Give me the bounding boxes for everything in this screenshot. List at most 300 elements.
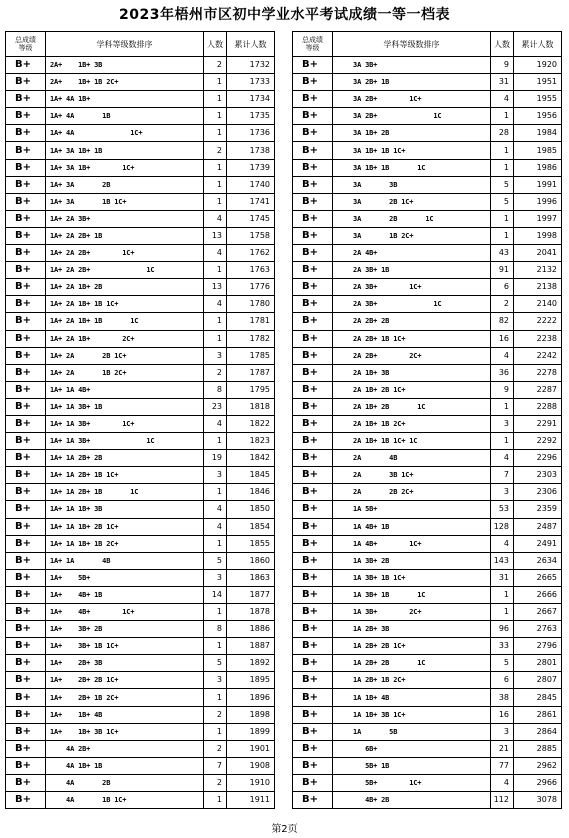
cell-count: 4 <box>204 245 227 262</box>
cell-grade: B+ <box>6 689 46 706</box>
cell-count: 43 <box>491 245 514 262</box>
cell-rank: 2A 2B+ 1B 1C+ <box>333 330 491 347</box>
cell-grade: B+ <box>293 689 333 706</box>
cell-rank: 1A+ 4A 1B <box>46 108 204 125</box>
cell-count: 14 <box>204 586 227 603</box>
cell-count: 3 <box>204 569 227 586</box>
cell-rank: 1A 3B+ 2C+ <box>333 604 491 621</box>
cell-grade: B+ <box>6 296 46 313</box>
cell-cumulative: 1823 <box>227 433 275 450</box>
cell-rank: 2A 3B 1C+ <box>333 467 491 484</box>
cell-rank: 1A 4B+ 1C+ <box>333 535 491 552</box>
cell-rank: 1A 4B+ 1B <box>333 518 491 535</box>
table-row <box>293 330 562 347</box>
cell-grade: B+ <box>6 176 46 193</box>
cell-cumulative: 1739 <box>227 159 275 176</box>
cell-grade: B+ <box>6 604 46 621</box>
cell-grade: B+ <box>293 313 333 330</box>
cell-grade: B+ <box>6 245 46 262</box>
cell-rank: 1A+ 1A 2B+ 2B <box>46 450 204 467</box>
cell-rank: 1A+ 2A 1B+ 2C+ <box>46 330 204 347</box>
cell-count: 4 <box>491 774 514 791</box>
cell-grade: B+ <box>6 586 46 603</box>
table-row <box>6 193 275 210</box>
cell-cumulative: 2242 <box>514 347 562 364</box>
cell-rank: 1A+ 1A 4B <box>46 552 204 569</box>
cell-grade: B+ <box>293 501 333 518</box>
table-row <box>6 296 275 313</box>
cell-rank: 2A 4B+ <box>333 245 491 262</box>
cell-rank: 1A+ 2A 3B+ <box>46 210 204 227</box>
cell-grade: B+ <box>293 364 333 381</box>
cell-rank: 3A 2B+ 1C <box>333 108 491 125</box>
table-row <box>6 57 275 74</box>
cell-count: 19 <box>204 450 227 467</box>
cell-cumulative: 1991 <box>514 176 562 193</box>
cell-rank: 1A+ 1A 1B+ 3B <box>46 501 204 518</box>
cell-count: 21 <box>491 740 514 757</box>
cell-count: 2 <box>204 774 227 791</box>
cell-cumulative: 1763 <box>227 262 275 279</box>
cell-cumulative: 2138 <box>514 279 562 296</box>
cell-rank: 1A 1B+ 4B <box>333 689 491 706</box>
table-row <box>293 398 562 415</box>
table-body-right <box>293 57 562 809</box>
cell-count: 53 <box>491 501 514 518</box>
cell-grade: B+ <box>6 313 46 330</box>
table-row <box>293 415 562 432</box>
cell-cumulative: 1781 <box>227 313 275 330</box>
cell-cumulative: 1846 <box>227 484 275 501</box>
cell-grade: B+ <box>293 655 333 672</box>
page-number: 第2页 <box>271 824 298 835</box>
cell-count: 1 <box>204 313 227 330</box>
cell-rank: 3A 2B 1C <box>333 210 491 227</box>
cell-count: 9 <box>491 381 514 398</box>
cell-rank: 2A+ 1B+ 1B 2C+ <box>46 74 204 91</box>
cell-count: 3 <box>204 347 227 364</box>
cell-rank: 1A+ 1A 3B+ 1C+ <box>46 415 204 432</box>
table-row <box>6 159 275 176</box>
table-row <box>6 125 275 142</box>
cell-rank: 1A+ 2A 2B 1C+ <box>46 347 204 364</box>
cell-count: 2 <box>204 740 227 757</box>
cell-cumulative: 2634 <box>514 552 562 569</box>
cell-cumulative: 2807 <box>514 672 562 689</box>
cell-grade: B+ <box>293 774 333 791</box>
cell-cumulative: 1901 <box>227 740 275 757</box>
cell-grade: B+ <box>6 706 46 723</box>
cell-grade: B+ <box>6 210 46 227</box>
table-row <box>6 638 275 655</box>
cell-grade: B+ <box>293 467 333 484</box>
cell-cumulative: 2667 <box>514 604 562 621</box>
header-grade: 总成绩 等级 <box>293 32 333 57</box>
cell-cumulative: 2885 <box>514 740 562 757</box>
cell-grade: B+ <box>6 723 46 740</box>
table-header-row <box>293 32 562 57</box>
cell-grade: B+ <box>293 330 333 347</box>
cell-grade: B+ <box>293 245 333 262</box>
cell-grade: B+ <box>293 74 333 91</box>
cell-rank: 1A+ 3A 1B+ 1C+ <box>46 159 204 176</box>
cell-cumulative: 1908 <box>227 757 275 774</box>
cell-cumulative: 1892 <box>227 655 275 672</box>
cell-count: 1 <box>204 193 227 210</box>
cell-cumulative: 2864 <box>514 723 562 740</box>
table-row <box>6 706 275 723</box>
cell-rank: 1A+ 2A 1B+ 1B 1C+ <box>46 296 204 313</box>
header-count: 人数 <box>204 32 227 57</box>
cell-rank: 1A 3B+ 2B <box>333 552 491 569</box>
table-row <box>293 586 562 603</box>
table-row <box>6 176 275 193</box>
cell-rank: 1A 2B+ 2B 1C+ <box>333 638 491 655</box>
table-row <box>6 518 275 535</box>
cell-count: 112 <box>491 792 514 809</box>
cell-count: 13 <box>204 227 227 244</box>
cell-cumulative: 2132 <box>514 262 562 279</box>
cell-grade: B+ <box>6 792 46 809</box>
cell-cumulative: 1920 <box>514 57 562 74</box>
cell-rank: 1A 5B <box>333 723 491 740</box>
table-row <box>293 569 562 586</box>
cell-count: 2 <box>491 296 514 313</box>
cell-grade: B+ <box>6 569 46 586</box>
cell-rank: 6B+ <box>333 740 491 757</box>
table-row <box>6 757 275 774</box>
cell-count: 128 <box>491 518 514 535</box>
cell-cumulative: 2359 <box>514 501 562 518</box>
cell-count: 31 <box>491 569 514 586</box>
table-row <box>6 108 275 125</box>
grade-table-left <box>5 31 275 809</box>
table-row <box>6 142 275 159</box>
table-row <box>6 467 275 484</box>
cell-grade: B+ <box>293 518 333 535</box>
cell-count: 1 <box>204 91 227 108</box>
cell-cumulative: 1898 <box>227 706 275 723</box>
cell-grade: B+ <box>6 467 46 484</box>
table-row <box>6 433 275 450</box>
cell-grade: B+ <box>6 672 46 689</box>
cell-count: 77 <box>491 757 514 774</box>
cell-rank: 3A 2B+ 1C+ <box>333 91 491 108</box>
cell-grade: B+ <box>293 262 333 279</box>
table-row <box>293 108 562 125</box>
cell-cumulative: 1887 <box>227 638 275 655</box>
cell-cumulative: 1911 <box>227 792 275 809</box>
cell-grade: B+ <box>293 210 333 227</box>
cell-grade: B+ <box>293 91 333 108</box>
cell-cumulative: 1886 <box>227 621 275 638</box>
table-row <box>293 57 562 74</box>
cell-cumulative: 1910 <box>227 774 275 791</box>
cell-cumulative: 2288 <box>514 398 562 415</box>
table-row <box>293 74 562 91</box>
cell-rank: 2A 1B+ 2B 1C+ <box>333 381 491 398</box>
cell-rank: 1A+ 1B+ 4B <box>46 706 204 723</box>
cell-rank: 1A+ 3B+ 2B <box>46 621 204 638</box>
cell-grade: B+ <box>6 655 46 672</box>
cell-cumulative: 1735 <box>227 108 275 125</box>
cell-grade: B+ <box>6 279 46 296</box>
cell-count: 1 <box>204 330 227 347</box>
cell-rank: 1A+ 4A 1B+ <box>46 91 204 108</box>
cell-count: 5 <box>491 176 514 193</box>
cell-count: 5 <box>204 552 227 569</box>
table-row <box>6 347 275 364</box>
cell-rank: 4A 2B <box>46 774 204 791</box>
cell-cumulative: 2041 <box>514 245 562 262</box>
cell-cumulative: 2238 <box>514 330 562 347</box>
cell-cumulative: 2487 <box>514 518 562 535</box>
cell-count: 4 <box>491 91 514 108</box>
table-row <box>293 467 562 484</box>
table-row <box>6 450 275 467</box>
cell-rank: 3A 3B <box>333 176 491 193</box>
cell-grade: B+ <box>293 792 333 809</box>
table-row <box>293 621 562 638</box>
cell-count: 1 <box>204 433 227 450</box>
table-row <box>6 279 275 296</box>
cell-count: 5 <box>491 193 514 210</box>
cell-count: 143 <box>491 552 514 569</box>
cell-grade: B+ <box>293 757 333 774</box>
cell-count: 8 <box>204 621 227 638</box>
table-row <box>6 792 275 809</box>
cell-rank: 1A+ 2A 2B+ 1C+ <box>46 245 204 262</box>
cell-grade: B+ <box>6 330 46 347</box>
cell-cumulative: 2140 <box>514 296 562 313</box>
cell-rank: 1A 2B+ 2B 1C <box>333 655 491 672</box>
table-row <box>293 484 562 501</box>
cell-cumulative: 1860 <box>227 552 275 569</box>
cell-cumulative: 2491 <box>514 535 562 552</box>
cell-count: 2 <box>204 706 227 723</box>
header-grade: 总成绩 等级 <box>6 32 46 57</box>
table-row <box>293 296 562 313</box>
table-row <box>293 91 562 108</box>
cell-rank: 1A+ 2A 1B 2C+ <box>46 364 204 381</box>
cell-cumulative: 1984 <box>514 125 562 142</box>
table-row <box>293 313 562 330</box>
table-row <box>293 604 562 621</box>
cell-grade: B+ <box>293 621 333 638</box>
cell-count: 1 <box>204 689 227 706</box>
table-row <box>293 210 562 227</box>
table-row <box>293 740 562 757</box>
cell-count: 1 <box>204 74 227 91</box>
table-row <box>293 176 562 193</box>
cell-count: 1 <box>204 108 227 125</box>
table-row <box>6 552 275 569</box>
cell-count: 1 <box>204 638 227 655</box>
cell-rank: 1A 3B+ 1B 1C <box>333 586 491 603</box>
cell-rank: 1A+ 2A 1B+ 2B <box>46 279 204 296</box>
cell-grade: B+ <box>6 638 46 655</box>
cell-cumulative: 1845 <box>227 467 275 484</box>
grade-table-right <box>292 31 562 809</box>
cell-cumulative: 1878 <box>227 604 275 621</box>
cell-cumulative: 1780 <box>227 296 275 313</box>
cell-grade: B+ <box>293 552 333 569</box>
cell-rank: 1A+ 3B+ 1B 1C+ <box>46 638 204 655</box>
cell-grade: B+ <box>6 142 46 159</box>
cell-rank: 2A 1B+ 1B 2C+ <box>333 415 491 432</box>
table-row <box>293 227 562 244</box>
cell-grade: B+ <box>6 125 46 142</box>
cell-rank: 1A+ 2A 2B+ 1C <box>46 262 204 279</box>
cell-count: 33 <box>491 638 514 655</box>
cell-cumulative: 1762 <box>227 245 275 262</box>
table-row <box>293 364 562 381</box>
cell-count: 1 <box>204 792 227 809</box>
cell-grade: B+ <box>6 552 46 569</box>
cell-count: 1 <box>204 723 227 740</box>
cell-cumulative: 1787 <box>227 364 275 381</box>
cell-rank: 1A+ 1A 2B+ 1B 1C+ <box>46 467 204 484</box>
cell-cumulative: 2801 <box>514 655 562 672</box>
cell-rank: 1A+ 3A 2B <box>46 176 204 193</box>
cell-rank: 3A 1B+ 1B 1C+ <box>333 142 491 159</box>
cell-rank: 3A 3B+ <box>333 57 491 74</box>
cell-count: 4 <box>491 535 514 552</box>
table-row <box>6 672 275 689</box>
table-row <box>293 347 562 364</box>
table-row <box>6 501 275 518</box>
cell-grade: B+ <box>6 108 46 125</box>
cell-rank: 1A+ 5B+ <box>46 569 204 586</box>
cell-grade: B+ <box>293 108 333 125</box>
cell-grade: B+ <box>6 381 46 398</box>
table-row <box>293 433 562 450</box>
cell-count: 6 <box>491 672 514 689</box>
cell-cumulative: 2278 <box>514 364 562 381</box>
cell-grade: B+ <box>293 535 333 552</box>
cell-grade: B+ <box>293 159 333 176</box>
table-row <box>6 774 275 791</box>
cell-count: 1 <box>204 484 227 501</box>
cell-grade: B+ <box>6 159 46 176</box>
cell-grade: B+ <box>293 398 333 415</box>
cell-cumulative: 1776 <box>227 279 275 296</box>
table-row <box>293 655 562 672</box>
cell-grade: B+ <box>6 91 46 108</box>
cell-cumulative: 1818 <box>227 398 275 415</box>
header-cumulative: 累计人数 <box>227 32 275 57</box>
cell-cumulative: 1996 <box>514 193 562 210</box>
cell-count: 5 <box>204 655 227 672</box>
cell-rank: 1A+ 4B+ 1C+ <box>46 604 204 621</box>
cell-cumulative: 2296 <box>514 450 562 467</box>
cell-cumulative: 1842 <box>227 450 275 467</box>
table-row <box>6 398 275 415</box>
cell-cumulative: 2763 <box>514 621 562 638</box>
cell-rank: 4A 2B+ <box>46 740 204 757</box>
cell-count: 1 <box>491 159 514 176</box>
cell-count: 6 <box>491 279 514 296</box>
cell-rank: 1A+ 4B+ 1B <box>46 586 204 603</box>
cell-cumulative: 1734 <box>227 91 275 108</box>
cell-count: 38 <box>491 689 514 706</box>
table-row <box>6 586 275 603</box>
cell-rank: 5B+ 1C+ <box>333 774 491 791</box>
table-row <box>6 74 275 91</box>
header-rank: 学科等级数排序 <box>46 32 204 57</box>
cell-rank: 3A 2B 1C+ <box>333 193 491 210</box>
cell-rank: 1A+ 4A 1C+ <box>46 125 204 142</box>
cell-cumulative: 1785 <box>227 347 275 364</box>
cell-cumulative: 2796 <box>514 638 562 655</box>
cell-cumulative: 1738 <box>227 142 275 159</box>
page-title: 2023年梧州市区初中学业水平考试成绩一等一档表 <box>119 7 450 23</box>
cell-rank: 3A 2B+ 1B <box>333 74 491 91</box>
cell-cumulative: 1951 <box>514 74 562 91</box>
header-count: 人数 <box>491 32 514 57</box>
cell-rank: 1A+ 1B+ 3B 1C+ <box>46 723 204 740</box>
cell-count: 1 <box>204 604 227 621</box>
cell-count: 1 <box>491 227 514 244</box>
cell-cumulative: 1733 <box>227 74 275 91</box>
cell-grade: B+ <box>6 398 46 415</box>
table-row <box>6 381 275 398</box>
cell-count: 1 <box>491 398 514 415</box>
cell-rank: 2A 1B+ 1B 1C+ 1C <box>333 433 491 450</box>
table-row <box>293 672 562 689</box>
cell-grade: B+ <box>6 450 46 467</box>
table-row <box>293 723 562 740</box>
cell-grade: B+ <box>6 621 46 638</box>
table-row <box>6 91 275 108</box>
cell-count: 4 <box>204 518 227 535</box>
cell-cumulative: 1758 <box>227 227 275 244</box>
cell-cumulative: 2303 <box>514 467 562 484</box>
cell-rank: 1A 1B+ 3B 1C+ <box>333 706 491 723</box>
table-row <box>6 227 275 244</box>
cell-rank: 4B+ 2B <box>333 792 491 809</box>
cell-cumulative: 1854 <box>227 518 275 535</box>
cell-rank: 2A 1B+ 2B 1C <box>333 398 491 415</box>
cell-cumulative: 2861 <box>514 706 562 723</box>
cell-grade: B+ <box>6 262 46 279</box>
cell-grade: B+ <box>293 450 333 467</box>
cell-count: 1 <box>491 586 514 603</box>
cell-rank: 1A 3B+ 1B 1C+ <box>333 569 491 586</box>
cell-rank: 2A 2B+ 2C+ <box>333 347 491 364</box>
cell-rank: 4A 1B+ 1B <box>46 757 204 774</box>
table-row <box>6 740 275 757</box>
cell-count: 3 <box>204 672 227 689</box>
table-row <box>293 706 562 723</box>
cell-cumulative: 2962 <box>514 757 562 774</box>
cell-count: 1 <box>204 262 227 279</box>
cell-count: 31 <box>491 74 514 91</box>
cell-grade: B+ <box>6 415 46 432</box>
cell-grade: B+ <box>293 193 333 210</box>
cell-count: 8 <box>204 381 227 398</box>
cell-count: 1 <box>204 176 227 193</box>
cell-count: 36 <box>491 364 514 381</box>
cell-grade: B+ <box>6 774 46 791</box>
cell-grade: B+ <box>293 57 333 74</box>
cell-count: 4 <box>491 450 514 467</box>
cell-count: 3 <box>491 723 514 740</box>
cell-cumulative: 1741 <box>227 193 275 210</box>
table-row <box>293 518 562 535</box>
cell-rank: 3A 1B+ 1B 1C <box>333 159 491 176</box>
cell-rank: 1A 2B+ 1B 2C+ <box>333 672 491 689</box>
